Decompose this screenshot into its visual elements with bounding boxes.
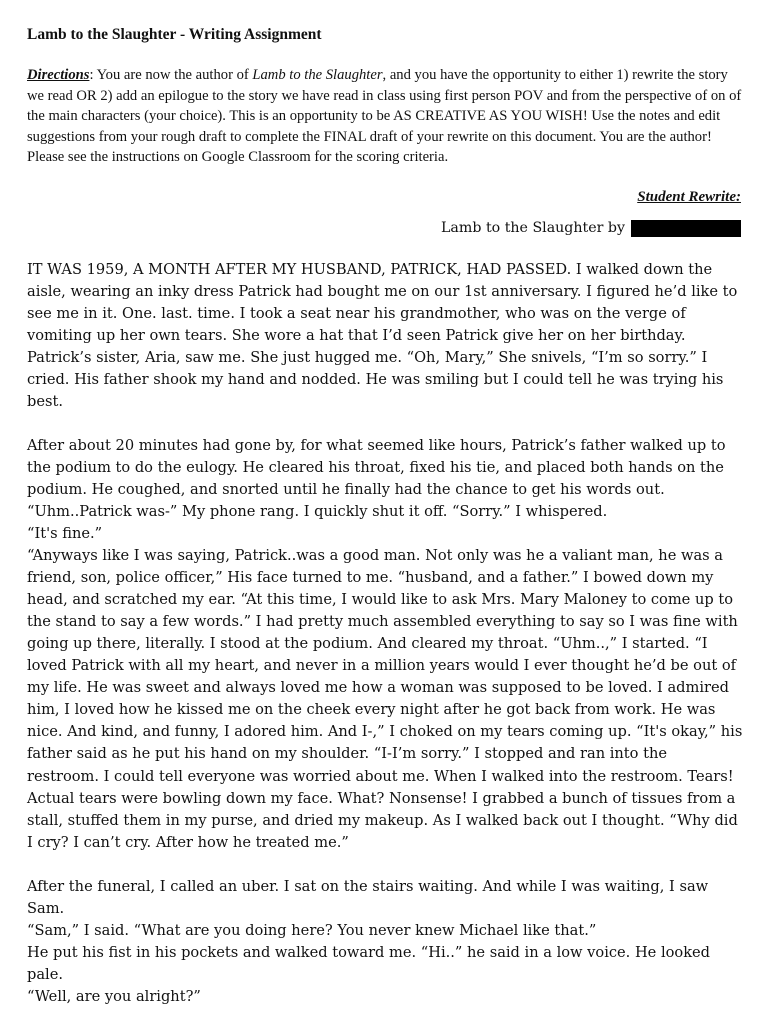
student-rewrite-heading: Student Rewrite: (637, 188, 741, 205)
byline (27, 220, 741, 237)
story-paragraph: “Anyways like I was saying, Patrick..was a good man. Not only was he a valiant man, he was a friend, son, police officer,” His face turned to me. “husband, and a father.” I bowed down my head, and scratched my ear. “At this time, I would like to ask Mrs. Mary Maloney to come up to the stand to say a few words.” I had pretty much assembled everything to say so I was fine with going up there, literally. I stood at the podium. And cleared my throat. “Uhm..,” I started. “I loved Patrick with all my heart, and never in a million years would I ever thought he’d be out of my life. He was sweet and always loved me how a woman was supposed to be loved. I admired him, I loved how he kissed me on the cheek every night after he got back from work. He was nice. And kind, and funny, I adored him. And I-,” I choked on my tears coming up. “It's okay,” his father said as he put his hand on my shoulder. “I-I’m sorry.” I stopped and ran into the restroom. I could tell everyone was worried about me. When I walked into the restroom. Tears! Actual tears were bowling down my face. What? Nonsense! I grabbed a bunch of tissues from a stall, stuffed them in my purse, and dried my makeup. As I walked back out I thought. “Why did I cry? I can’t cry. After how he treated me.” (27, 547, 743, 851)
directions-label: Directions (27, 67, 90, 83)
assignment-title: Lamb to the Slaughter - Writing Assignment (27, 26, 322, 43)
redacted-author-name (631, 220, 741, 237)
directions-paragraph (27, 65, 743, 168)
paragraph-spacer (27, 854, 743, 876)
story-paragraph: After the funeral, I called an uber. I sat on the stairs waiting. And while I was waiting, I saw Sam. (27, 877, 709, 917)
directions-story-title: Lamb to the Slaughter (252, 67, 383, 83)
document-page (27, 26, 743, 1008)
story-paragraph: “It's fine.” (27, 525, 103, 543)
story-paragraph: IT WAS 1959, A MONTH AFTER MY HUSBAND, PATRICK, HAD PASSED. I walked down the aisle, wearing an inky dress Patrick had bought me on our 1st anniversary. I figured he’d like to see me in it. One. last. time. I took a seat near his grandmother, who was on the verge of vomiting up her own tears. She wore a hat that I’d seen Patrick give her on her birthday. Patrick’s sister, Aria, saw me. She just hugged me. “Oh, Mary,” She snivels, “I’m so sorry.” I cried. His father shook my hand and nodded. He was smiling but I could tell he was trying his best. (27, 260, 738, 410)
directions-text-1: : You are now the author of (89, 67, 253, 83)
paragraph-spacer (27, 413, 743, 435)
story-paragraph: “Sam,” I said. “What are you doing here? You never knew Michael like that.” (27, 921, 597, 939)
story-paragraph: After about 20 minutes had gone by, for what seemed like hours, Patrick’s father walked up to the podium to do the eulogy. He cleared his throat, fixed his tie, and placed both hands on the podium. He coughed, and snorted until he finally had the chance to get his words out. “Uhm..Patrick was-” My phone rang. I quickly shut it off. “Sorry.” I whispered. (27, 436, 726, 520)
byline-text: Lamb to the Slaughter by (441, 220, 625, 236)
story-paragraph: “Well, are you alright?” (27, 987, 201, 1005)
story-paragraph: He put his fist in his pockets and walked toward me. “Hi..” he said in a low voice. He looked pale. (27, 943, 711, 983)
directions-text-2: , and you have the opportunity to either 1) rewrite the story we read OR 2) add an epilogue to the story we have read in class using first person POV and from the perspective of on of the main characters (your choice). This is an opportunity to be AS CREATIVE AS YOU WISH! Use the notes and edit suggestions from your rough draft to complete the FINAL draft of your rewrite on this document. You are the author! Please see the instructions on Google Classroom for the scoring criteria. (27, 67, 742, 165)
story-body (27, 259, 743, 1009)
